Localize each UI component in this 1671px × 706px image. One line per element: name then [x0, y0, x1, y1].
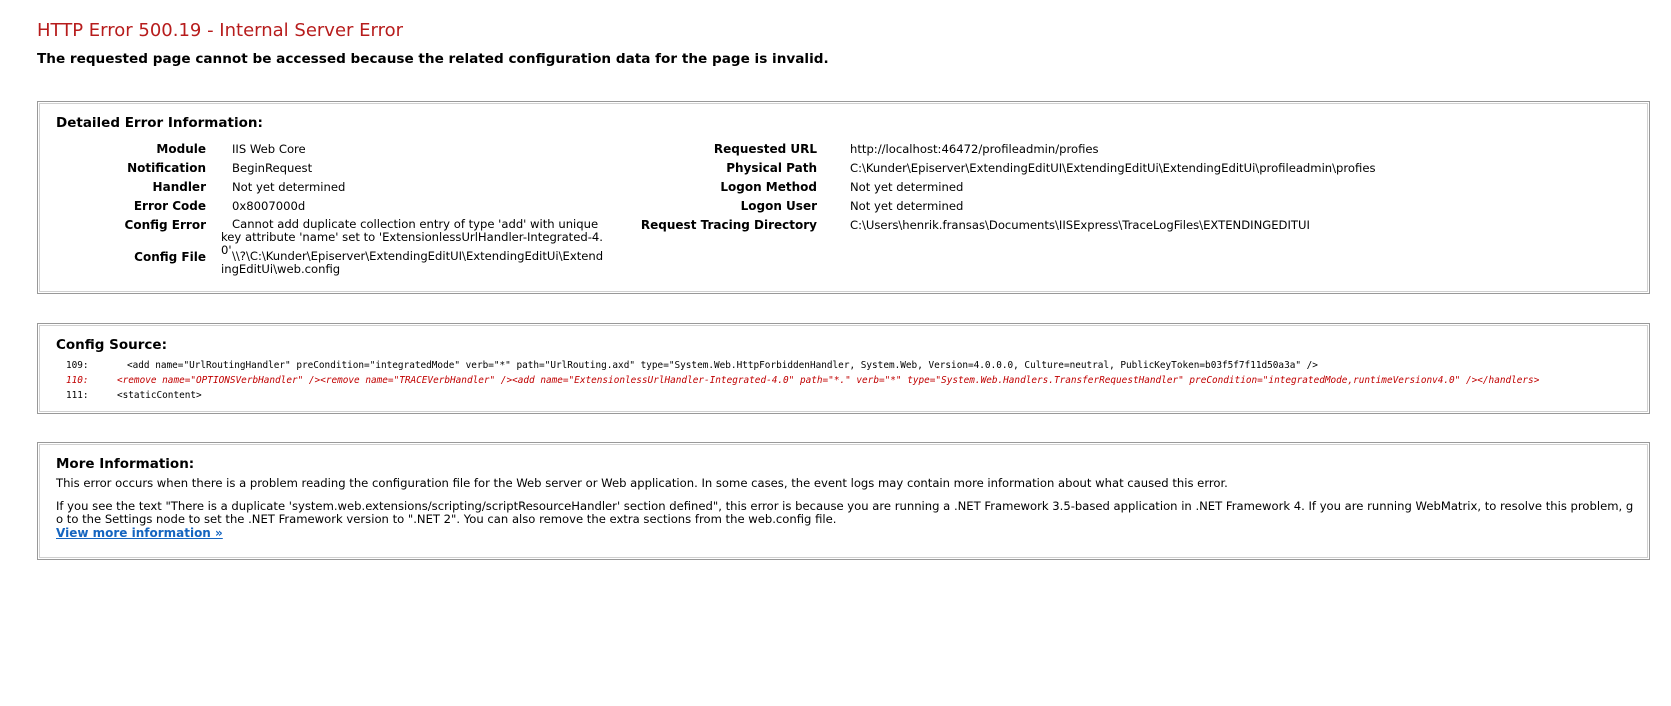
code-line-text: <staticContent>: [117, 390, 202, 401]
more-info-paragraph: This error occurs when there is a problem reading the configuration file for the Web server or Web application. In some cases, the event logs may contain more information about what caused this error.: [56, 476, 1228, 490]
handler-label: Handler: [152, 180, 206, 194]
logon-method-label: Logon Method: [720, 180, 817, 194]
code-line-text-highlighted: <remove name="OPTIONSVerbHandler" /><remove name="TRACEVerbHandler" /><add name="ExtensionlessUrlHandler-Integrated-4.0" path="*." verb="*" type="System.Web.Handlers.TransferRequestHandler" preCondition="integratedMode,runtimeVersionv4.0" /></handlers>: [117, 375, 1540, 386]
page-subtitle: The requested page cannot be accessed because the related configuration data for the page is invalid.: [37, 51, 829, 67]
detailed-error-box: [37, 101, 1650, 294]
config-file-label: Config File: [134, 250, 206, 264]
logon-user-label: Logon User: [740, 199, 817, 213]
more-info-paragraph: If you see the text "There is a duplicate 'system.web.extensions/scripting/scriptResourceHandler' section defined", this error is because you are running a .NET Framework 3.5-based application in .NET Framework 4. If you are running WebMatrix, to resolve this problem, go to the Settings node to set the .NET Framework version to ".NET 2". You can also remove the extra sections from the web.config file.: [56, 499, 1634, 526]
tracing-directory-label: Request Tracing Directory: [640, 218, 817, 232]
physical-path-label: Physical Path: [726, 161, 817, 175]
module-value: IIS Web Core: [232, 142, 306, 156]
page-title: HTTP Error 500.19 - Internal Server Error: [37, 20, 404, 41]
logon-method-value: Not yet determined: [850, 180, 964, 194]
config-error-value: Cannot add duplicate collection entry of type 'add' with unique key attribute 'name' set to 'ExtensionlessUrlHandler-Integrated-4.0': [221, 217, 603, 257]
config-error-label: Config Error: [124, 218, 206, 232]
notification-label: Notification: [127, 161, 206, 175]
physical-path-value: C:\Kunder\Episerver\ExtendingEditUI\ExtendingEditUi\ExtendingEditUi\profileadmin\profies: [850, 161, 1376, 175]
more-info-heading: More Information:: [56, 456, 195, 472]
logon-user-value: Not yet determined: [850, 199, 964, 213]
view-more-information-link[interactable]: View more information »: [56, 526, 223, 540]
code-line-number-highlighted: 110:: [66, 375, 89, 386]
more-info-box: [37, 442, 1650, 560]
requested-url-value: http://localhost:46472/profileadmin/profies: [850, 142, 1099, 156]
code-line-number: 111:: [66, 390, 89, 401]
error-code-label: Error Code: [133, 199, 206, 213]
config-file-value: \\?\C:\Kunder\Episerver\ExtendingEditUI\ExtendingEditUi\ExtendingEditUi\web.config: [221, 249, 604, 276]
notification-value: BeginRequest: [232, 161, 313, 175]
requested-url-label: Requested URL: [713, 142, 817, 156]
code-line-text: <add name="UrlRoutingHandler" preCondition="integratedMode" verb="*" path="UrlRouting.axd" type="System.Web.HttpForbiddenHandler, System.Web, Version=4.0.0.0, Culture=neutral, PublicKeyToken=b03f5f7f11d50a3a" />: [127, 360, 1318, 371]
module-label: Module: [156, 142, 206, 156]
tracing-directory-value: C:\Users\henrik.fransas\Documents\IISExpress\TraceLogFiles\EXTENDINGEDITUI: [850, 218, 1310, 232]
config-source-box: [37, 323, 1650, 414]
detailed-error-heading: Detailed Error Information:: [56, 115, 263, 131]
error-code-value: 0x8007000d: [232, 199, 306, 213]
code-line-number: 109:: [66, 360, 89, 371]
config-source-heading: Config Source:: [56, 337, 167, 353]
handler-value: Not yet determined: [232, 180, 346, 194]
